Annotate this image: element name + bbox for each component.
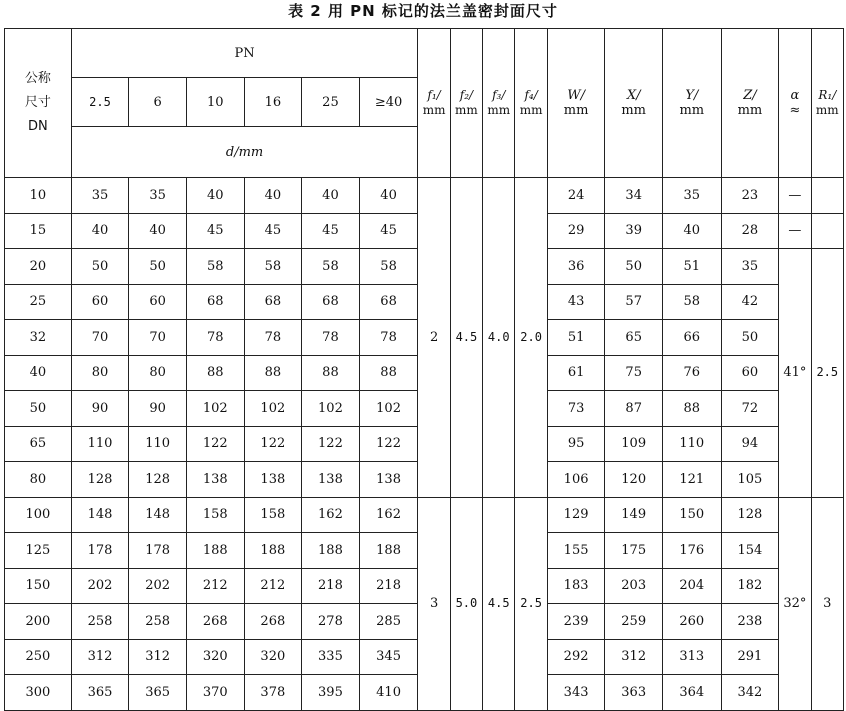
f4-cell: 2.5 — [515, 497, 547, 710]
x-cell: 50 — [605, 249, 663, 285]
diameter-cell: 58 — [302, 249, 360, 285]
w-cell: 129 — [547, 497, 605, 533]
diameter-cell: 50 — [129, 249, 187, 285]
diameter-cell: 268 — [186, 604, 244, 640]
dn-cell: 65 — [5, 426, 72, 462]
w-header-label: W/ — [567, 88, 585, 103]
dn-cell: 100 — [5, 497, 72, 533]
diameter-cell: 148 — [71, 497, 129, 533]
f2-cell: 5.0 — [450, 497, 482, 710]
r1-header-unit: mm — [815, 103, 839, 117]
diameter-cell: 58 — [186, 249, 244, 285]
alpha-cell: 32° — [779, 497, 811, 710]
z-cell: 60 — [721, 355, 779, 391]
f1-cell: 2 — [418, 178, 450, 498]
alpha-cell: 41° — [779, 249, 811, 498]
z-cell: 23 — [721, 178, 779, 214]
diameter-cell: 102 — [244, 391, 302, 427]
diameter-cell: 88 — [359, 355, 418, 391]
f1-header-unit: mm — [422, 103, 446, 117]
diameter-cell: 88 — [302, 355, 360, 391]
pn-col-header: 2.5 — [71, 78, 129, 127]
alpha-cell: — — [779, 178, 811, 214]
y-cell: 150 — [663, 497, 722, 533]
flange-dimension-table — [4, 28, 844, 711]
w-cell: 43 — [547, 284, 605, 320]
z-cell: 128 — [721, 497, 779, 533]
z-cell: 342 — [721, 675, 779, 711]
diameter-cell: 365 — [129, 675, 187, 711]
y-cell: 88 — [663, 391, 722, 427]
y-cell: 76 — [663, 355, 722, 391]
table-title: 表 2 用 PN 标记的法兰盖密封面尺寸 — [288, 2, 558, 20]
z-cell: 35 — [721, 249, 779, 285]
diameter-cell: 35 — [129, 178, 187, 214]
diameter-cell: 188 — [359, 533, 418, 569]
x-cell: 312 — [605, 639, 663, 675]
pn-col-header: 25 — [302, 78, 360, 127]
diameter-cell: 178 — [129, 533, 187, 569]
w-cell: 155 — [547, 533, 605, 569]
z-cell: 94 — [721, 426, 779, 462]
diameter-cell: 40 — [244, 178, 302, 214]
f2-header-label: f₂/ — [459, 88, 474, 102]
diameter-cell: 138 — [186, 462, 244, 498]
pn-col-header: ≥40 — [359, 78, 418, 127]
w-header-unit: mm — [563, 103, 589, 118]
diameter-cell: 162 — [359, 497, 418, 533]
x-cell: 87 — [605, 391, 663, 427]
r1-cell: 2.5 — [811, 249, 843, 498]
y-cell: 51 — [663, 249, 722, 285]
y-header-unit: mm — [679, 103, 705, 118]
y-header — [663, 29, 722, 178]
f4-cell: 2.0 — [515, 178, 547, 498]
diameter-cell: 88 — [244, 355, 302, 391]
z-header — [721, 29, 779, 178]
diameter-cell: 60 — [71, 284, 129, 320]
f2-header — [450, 29, 482, 178]
alpha-header — [779, 29, 811, 178]
x-cell: 363 — [605, 675, 663, 711]
x-cell: 175 — [605, 533, 663, 569]
diameter-cell: 35 — [71, 178, 129, 214]
diameter-cell: 258 — [129, 604, 187, 640]
diameter-cell: 312 — [129, 639, 187, 675]
diameter-cell: 90 — [129, 391, 187, 427]
z-cell: 182 — [721, 568, 779, 604]
f1-cell: 3 — [418, 497, 450, 710]
x-cell: 149 — [605, 497, 663, 533]
f3-header-unit: mm — [487, 103, 511, 117]
dn-cell: 80 — [5, 462, 72, 498]
dn-header-line2: 尺寸 — [24, 95, 51, 110]
diameter-cell: 122 — [186, 426, 244, 462]
diameter-cell: 370 — [186, 675, 244, 711]
y-cell: 313 — [663, 639, 722, 675]
w-cell: 292 — [547, 639, 605, 675]
f4-header — [515, 29, 547, 178]
diameter-cell: 128 — [71, 462, 129, 498]
dn-cell: 15 — [5, 213, 72, 249]
x-cell: 120 — [605, 462, 663, 498]
y-cell: 58 — [663, 284, 722, 320]
dn-cell: 40 — [5, 355, 72, 391]
pn-col-header: 6 — [129, 78, 187, 127]
z-cell: 42 — [721, 284, 779, 320]
diameter-cell: 178 — [71, 533, 129, 569]
z-cell: 28 — [721, 213, 779, 249]
diameter-cell: 70 — [129, 320, 187, 356]
diameter-cell: 258 — [71, 604, 129, 640]
dn-header-line3: DN — [27, 119, 48, 134]
w-cell: 343 — [547, 675, 605, 711]
diameter-cell: 122 — [244, 426, 302, 462]
y-cell: 35 — [663, 178, 722, 214]
f3-header — [483, 29, 515, 178]
f3-cell: 4.5 — [483, 497, 515, 710]
dn-header — [5, 29, 72, 178]
diameter-cell: 78 — [302, 320, 360, 356]
f1-header-label: f₁/ — [427, 88, 441, 102]
diameter-cell: 138 — [244, 462, 302, 498]
z-cell: 105 — [721, 462, 779, 498]
diameter-cell: 60 — [129, 284, 187, 320]
pn-col-header: 10 — [186, 78, 244, 127]
x-cell: 109 — [605, 426, 663, 462]
r1-header-label: R₁/ — [818, 88, 837, 102]
diameter-cell: 378 — [244, 675, 302, 711]
dn-cell: 10 — [5, 178, 72, 214]
diameter-cell: 148 — [129, 497, 187, 533]
diameter-cell: 70 — [71, 320, 129, 356]
diameter-cell: 218 — [302, 568, 360, 604]
pn-col-header: 16 — [244, 78, 302, 127]
diameter-cell: 68 — [244, 284, 302, 320]
x-cell: 57 — [605, 284, 663, 320]
diameter-cell: 158 — [186, 497, 244, 533]
z-cell: 72 — [721, 391, 779, 427]
dn-cell: 32 — [5, 320, 72, 356]
f3-header-label: f₃/ — [492, 88, 506, 102]
diameter-cell: 88 — [186, 355, 244, 391]
diameter-cell: 138 — [302, 462, 360, 498]
diameter-cell: 58 — [244, 249, 302, 285]
y-header-label: Y/ — [685, 88, 699, 103]
x-header — [605, 29, 663, 178]
pn-header: PN — [71, 29, 418, 78]
diameter-cell: 188 — [302, 533, 360, 569]
x-cell: 203 — [605, 568, 663, 604]
f2-cell: 4.5 — [450, 178, 482, 498]
w-cell: 61 — [547, 355, 605, 391]
diameter-cell: 202 — [129, 568, 187, 604]
diameter-cell: 68 — [186, 284, 244, 320]
diameter-cell: 345 — [359, 639, 418, 675]
diameter-cell: 158 — [244, 497, 302, 533]
diameter-cell: 202 — [71, 568, 129, 604]
dn-header-line1: 公称 — [24, 71, 51, 86]
alpha-header-approx: ≈ — [789, 103, 801, 118]
y-cell: 110 — [663, 426, 722, 462]
y-cell: 66 — [663, 320, 722, 356]
diameter-cell: 218 — [359, 568, 418, 604]
diameter-cell: 162 — [302, 497, 360, 533]
diameter-cell: 40 — [302, 178, 360, 214]
diameter-cell: 320 — [244, 639, 302, 675]
x-cell: 65 — [605, 320, 663, 356]
diameter-cell: 102 — [302, 391, 360, 427]
z-header-unit: mm — [737, 103, 763, 118]
diameter-cell: 212 — [186, 568, 244, 604]
diameter-cell: 410 — [359, 675, 418, 711]
diameter-cell: 80 — [71, 355, 129, 391]
z-cell: 238 — [721, 604, 779, 640]
dn-cell: 300 — [5, 675, 72, 711]
diameter-cell: 110 — [129, 426, 187, 462]
f2-header-unit: mm — [455, 103, 478, 117]
r1-header — [811, 29, 843, 178]
diameter-cell: 138 — [359, 462, 418, 498]
dn-cell: 50 — [5, 391, 72, 427]
diameter-cell: 122 — [359, 426, 418, 462]
diameter-cell: 40 — [129, 213, 187, 249]
x-cell: 75 — [605, 355, 663, 391]
z-cell: 291 — [721, 639, 779, 675]
diameter-cell: 395 — [302, 675, 360, 711]
x-cell: 259 — [605, 604, 663, 640]
diameter-cell: 90 — [71, 391, 129, 427]
diameter-cell: 45 — [359, 213, 418, 249]
w-cell: 24 — [547, 178, 605, 214]
alpha-header-label: α — [790, 88, 800, 103]
diameter-cell: 50 — [71, 249, 129, 285]
diameter-cell: 212 — [244, 568, 302, 604]
diameter-cell: 335 — [302, 639, 360, 675]
diameter-cell: 268 — [244, 604, 302, 640]
r1-cell — [811, 178, 843, 214]
y-cell: 364 — [663, 675, 722, 711]
w-cell: 51 — [547, 320, 605, 356]
diameter-cell: 78 — [359, 320, 418, 356]
diameter-cell: 320 — [186, 639, 244, 675]
diameter-cell: 40 — [359, 178, 418, 214]
diameter-cell: 102 — [186, 391, 244, 427]
diameter-cell: 102 — [359, 391, 418, 427]
y-cell: 40 — [663, 213, 722, 249]
diameter-cell: 110 — [71, 426, 129, 462]
diameter-cell: 80 — [129, 355, 187, 391]
f4-header-unit: mm — [519, 103, 543, 117]
diameter-cell: 122 — [302, 426, 360, 462]
x-header-label: X/ — [626, 88, 641, 103]
z-header-label: Z/ — [743, 88, 757, 103]
w-cell: 29 — [547, 213, 605, 249]
w-cell: 95 — [547, 426, 605, 462]
diameter-cell: 78 — [186, 320, 244, 356]
f3-cell: 4.0 — [483, 178, 515, 498]
r1-cell: 3 — [811, 497, 843, 710]
d-unit-header: d/mm — [71, 127, 418, 178]
diameter-cell: 78 — [244, 320, 302, 356]
f4-header-label: f₄/ — [524, 88, 538, 102]
y-cell: 204 — [663, 568, 722, 604]
y-cell: 176 — [663, 533, 722, 569]
diameter-cell: 365 — [71, 675, 129, 711]
diameter-cell: 312 — [71, 639, 129, 675]
diameter-cell: 45 — [186, 213, 244, 249]
alpha-cell: — — [779, 213, 811, 249]
table-row — [5, 497, 844, 533]
diameter-cell: 285 — [359, 604, 418, 640]
diameter-cell: 45 — [302, 213, 360, 249]
f1-header — [418, 29, 450, 178]
diameter-cell: 40 — [186, 178, 244, 214]
dn-cell: 125 — [5, 533, 72, 569]
x-header-unit: mm — [621, 103, 647, 118]
r1-cell — [811, 213, 843, 249]
diameter-cell: 40 — [71, 213, 129, 249]
table-row — [5, 178, 844, 214]
diameter-cell: 45 — [244, 213, 302, 249]
header-row-1 — [5, 29, 844, 78]
x-cell: 39 — [605, 213, 663, 249]
y-cell: 260 — [663, 604, 722, 640]
dn-cell: 25 — [5, 284, 72, 320]
diameter-cell: 278 — [302, 604, 360, 640]
dn-cell: 200 — [5, 604, 72, 640]
diameter-cell: 128 — [129, 462, 187, 498]
w-cell: 239 — [547, 604, 605, 640]
dn-cell: 20 — [5, 249, 72, 285]
w-cell: 73 — [547, 391, 605, 427]
diameter-cell: 188 — [186, 533, 244, 569]
x-cell: 34 — [605, 178, 663, 214]
w-header — [547, 29, 605, 178]
w-cell: 183 — [547, 568, 605, 604]
z-cell: 154 — [721, 533, 779, 569]
diameter-cell: 68 — [302, 284, 360, 320]
diameter-cell: 68 — [359, 284, 418, 320]
w-cell: 36 — [547, 249, 605, 285]
dn-cell: 150 — [5, 568, 72, 604]
dn-cell: 250 — [5, 639, 72, 675]
y-cell: 121 — [663, 462, 722, 498]
z-cell: 50 — [721, 320, 779, 356]
diameter-cell: 58 — [359, 249, 418, 285]
diameter-cell: 188 — [244, 533, 302, 569]
w-cell: 106 — [547, 462, 605, 498]
